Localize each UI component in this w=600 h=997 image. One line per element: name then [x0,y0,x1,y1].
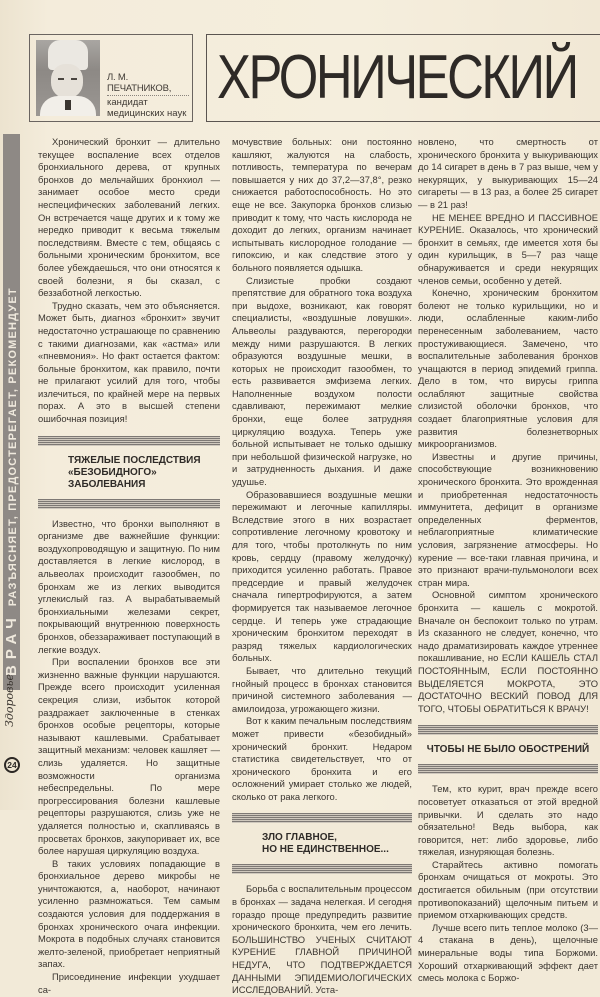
section-title [232,823,412,864]
face [51,64,83,98]
eye [58,78,64,80]
paragraph: Присоединение инфекции ухудшает са- [38,971,220,995]
author-photo [36,40,100,116]
column-1 [38,136,220,996]
hatched-bar [38,436,220,446]
hatched-bar [232,813,412,823]
hatched-bar [38,499,220,509]
column-3 [418,136,598,985]
paragraph: Основной симптом хронического бронхита — кашель с мокротой. Вначале он беспокоит только по утрам. Из сказанного не следует, конечно, что надо драматизировать каждое утреннее покашливание, но ЕСЛИ КАШЕЛЬ СТАЛ ПОСТОЯННЫМ, ЕСЛИ ПОСТОЯННО ВЫДЕЛЯЕТСЯ МОКРОТА, ЭТО ДОСТАТОЧНО ВЕСКИЙ ПОВОД ДЛЯ ТОГО, ЧТОБЫ ОБРАТИТЬСЯ К ВРАЧУ! [418,589,598,714]
rubric-main: ВРАЧ [3,612,20,676]
section-title-line: ЗЛО ГЛАВНОЕ, [262,832,337,844]
hatched-bar [232,864,412,874]
paragraph: мочувствие больных: они постоянно кашляют, жалуются на слабость, потливость, температура по вечерам повышается у них до 37,2—37,8°, резко снижается работоспособность. Но это еще не все. Закупорка бронхов слизью приводит к тому, что часть кислорода не доходит до легких, организм начинает испытывать кислородное голодание — гипоксию, и как следствие этого у больного появляется одышка. [232,136,412,273]
paragraph: новлено, что смертность от хронического бронхита у выкуривающих до 14 сигарет в день в 7 раз выше, чем у некурящих, у выкуривающих 15—24 сигареты — в 13 раз, а более 25 сигарет — в 21 раз! [418,136,598,210]
author-byline [107,72,192,119]
author-box [29,34,193,122]
divider [107,95,189,96]
eye [71,78,77,80]
rubric-label [3,134,20,690]
paragraph: В таких условиях попадающие в бронхиальное дерево микробы не уничтожаются, а, наоборот, начинают усиленно размножаться. Тем самым создаются условия для поддержания в бронхах хронического очага инфекции. Мокрота в подобных случаях становится желто-зеленой, приобретает неприятный запах. [38,857,220,970]
paragraph: Известно, что бронхи выполняют в организме две важнейшие функции: воздухопроводящую и защитную. По ним доставляется в легкие кислород, в альвеолах происходит газообмен, по бронхам же из легких выводится углекислый газ. А вырабатываемый бронхиальными железами секрет, покрывающий внутреннюю поверхность бронхов, обеззараживает поступающий в легкие воздух. [38,517,220,655]
headline-box [206,34,600,122]
author-field: медицинских наук [107,108,187,119]
paragraph: Вот к каким печальным последствиям может привести «безобидный» хронический бронхит. Недаром статистика свидетельствует, что от хронического бронхита и его осложнений умирает столько же людей, сколько от рака легкого. [232,715,412,802]
rubric-sub: РАЗЪЯСНЯЕТ, ПРЕДОСТЕРЕГАЕТ, РЕКОМЕНДУЕТ [7,287,19,607]
author-name: Л. М. ПЕЧАТНИКОВ, [107,72,172,94]
paragraph: Конечно, хроническим бронхитом болеют не только курильщики, но и люди, ослабленные каким-либо перенесенным заболеванием, часто простуживающиеся. Замечено, что воспалительные заболевания бронхов учащаются в период эпидемий гриппа. Дело в том, что вирусы гриппа ослабляют защитные свойства слизистой оболочки бронхов, что создает благоприятные условия для развития болезнетворных микроорганизмов. [418,287,598,450]
paragraph: Образовавшиеся воздушные мешки пережимают и легочные капилляры. Вследствие этого в них возрастает сопротивление легочному кровотоку и для того, чтобы протолкнуть по ним кровь, сердцу (правому желудочку) приходится усиленно работать. Правое предсердие и правый желудочек сначала гипертрофируются, а затем формируется так называемое легочное сердце. И теперь уже страдающие хроническим бронхитом переходят в разряд тяжелых кардиологических больных. [232,488,412,664]
magazine-logo: Здоровье [3,673,16,727]
section-title: ЧТОБЫ НЕ БЫЛО ОБОСТРЕНИЙ [426,744,590,756]
paragraph: При воспалении бронхов все эти жизненно важные функции нарушаются. Прежде всего происходит усиленная секреция слизи, избыток которой раздражает заключенные в стенках бронхов особые рецепторы, которые называют кашлевыми. Срабатывает защитный механизм: человек кашляет — слизь удаляется. Но защитные возможности организма небеспредельны. По мере прогрессирования болезни кашлевые рецепторы разрушаются, слизь уже не удаляется полностью и, скапливаясь в просветах бронхов, закупоривает их, все более нарушая циркуляцию воздуха. [38,656,220,857]
paragraph: Хронический бронхит — длительно текущее воспаление всех отделов бронхиального дерева, от крупных бронхов до мельчайших бронхиол — занимает особое место среди неспецифических заболеваний легких. Он встречается чаще других и к тому же нередко приводит к весьма тяжелым последствиям. Вместе с тем, общаясь с больными хроническим бронхитом, все более убеждаешься, что они относятся к своей болезни, я бы сказал, с беззаботной легкостью. [38,136,220,299]
section-heading-2 [232,813,412,874]
section-title-line: ТЯЖЕЛЫЕ ПОСЛЕДСТВИЯ [68,454,201,466]
hatched-bar [418,725,598,735]
author-degree: кандидат [107,97,148,108]
section-title [38,446,220,499]
tie [65,100,71,110]
paragraph: Трудно сказать, чем это объясняется. Может быть, диагноз «бронхит» звучит недостаточно устрашающе по сравнению с такими диагнозами, как «астма» или «пневмония». Но факт остается фактом: больные бронхитом, как правило, почти не прилагают усилий для того, чтобы излечиться, по крайней мере на первых порах. А это в высшей степени ошибочная позиция! [38,299,220,425]
paragraph: Слизистые пробки создают препятствие для обратного тока воздуха при выдохе, возникают, как говорят специалисты, «воздушные ловушки». Альвеолы раздуваются, перегородки между ними разрушаются. В легких образуются воздушные мешки, в которых не происходит газообмен, то есть развивается эмфизема легких. Наполненные воздухом полости сдавливают, пережимают мелкие бронхи, еще более затрудняя циркуляцию воздуха. Теперь уже больной испытывает не только одышку при небольшой физической нагрузке, но и затрудненность дыхания. И даже удушье. [232,274,412,488]
paragraph: Известны и другие причины, способствующие возникновению хронического бронхита. Это врожденная и приобретенная недостаточность иммунитета, дефицит в организме определенных ферментов, неблагоприятные климатические условия, загрязнение атмосферы. Но курение — все-таки главная причина, и это признают врачи-пульмонологи всех стран мира. [418,450,598,588]
page-number: 24 [4,757,20,773]
section-title-line: «БЕЗОБИДНОГО» ЗАБОЛЕВАНИЯ [68,466,157,490]
headline: ХРОНИЧЕСКИЙ [217,43,577,112]
paragraph: Борьба с воспалительным процессом в бронхах — задача нелегкая. И сегодня гораздо проще предупредить развитие хронического бронхита, чем его лечить. БОЛЬШИНСТВО УЧЕНЫХ СЧИТАЮТ КУРЕНИЕ ГЛАВНОЙ ПРИЧИНОЙ НЕДУГА, ЧТО ПОДТВЕРЖДАЕТСЯ ДАННЫМИ ЭПИДЕМИОЛОГИЧЕСКИХ ИССЛЕДОВАНИЙ. Уста- [232,883,412,996]
column-2 [232,136,412,997]
paragraph: НЕ МЕНЕЕ ВРЕДНО И ПАССИВНОЕ КУРЕНИЕ. Оказалось, что хронический бронхит в семьях, где имеется хотя бы один курильщик, в 5—7 раз чаще обнаруживается и среди некурящих членов семьи, особенно у детей. [418,211,598,286]
section-heading-1 [38,436,220,509]
paragraph: Старайтесь активно помогать бронхам очищаться от мокроты. Это достигается обильным (при отсутствии противопоказаний) щелочным питьем и приемом отхаркивающих средств. [418,858,598,921]
paragraph: Тем, кто курит, врач прежде всего посоветует отказаться от этой вредной привычки. И сделать это надо обязательно! Ведь выбора, как говорится, нет: либо здоровье, либо тяжелая, изнуряющая болезнь. [418,783,598,858]
hatched-bar [418,764,598,774]
paragraph: Бывает, что длительно текущий гнойный процесс в бронхах становится причиной системного заболевания — амилоидоза, угрожающего жизни. [232,664,412,714]
section-title-line: НО НЕ ЕДИНСТВЕННОЕ... [262,844,389,856]
section-heading-3 [418,725,598,774]
paragraph: Лучше всего пить теплое молоко (3—4 стакана в день), щелочные минеральные воды типа Боржоми. Хороший отхаркивающий эффект дает смесь молока с Боржо- [418,921,598,984]
